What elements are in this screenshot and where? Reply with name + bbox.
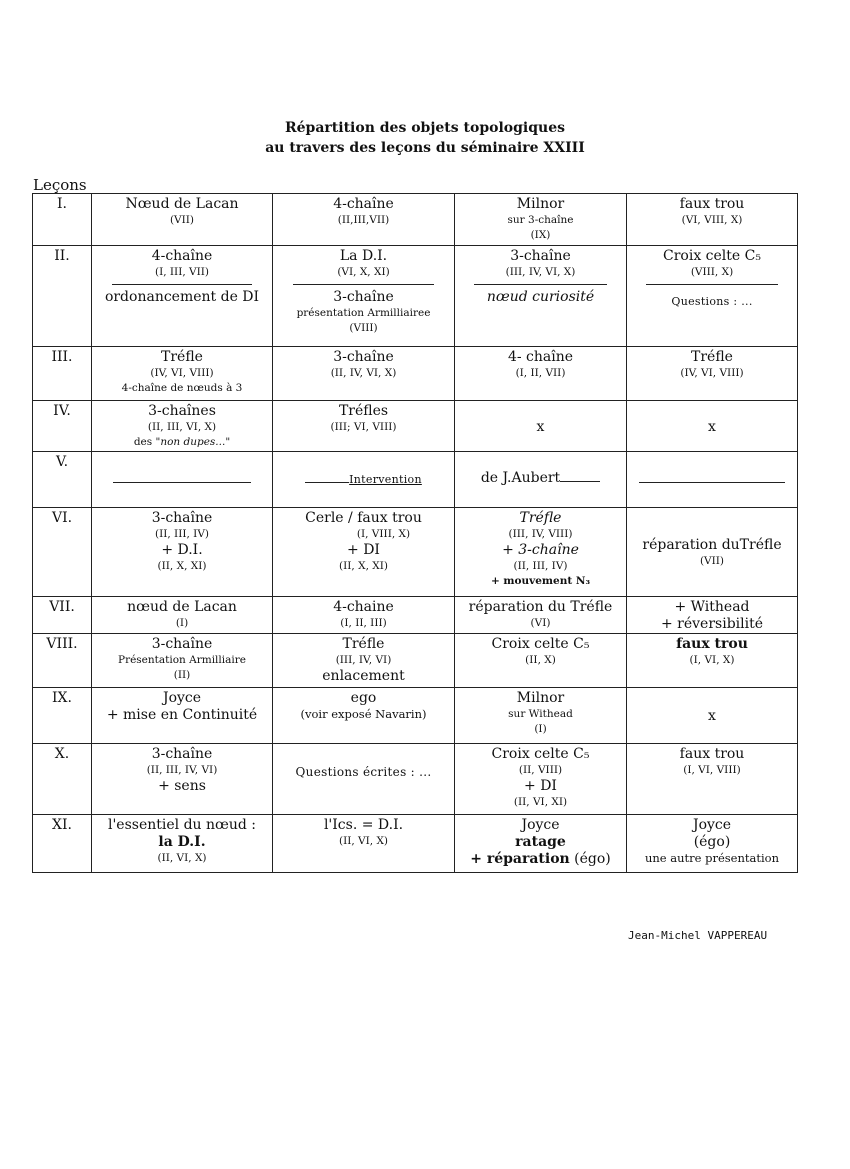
cell-main: faux trou	[676, 636, 748, 652]
table-cell	[627, 194, 798, 246]
cell-main: Joyce	[162, 690, 202, 706]
cell-sub: (VI)	[530, 617, 551, 629]
cell-sub: (II, III, IV)	[154, 528, 209, 540]
cell-main: + D.I.	[161, 542, 203, 558]
table-cell	[92, 452, 273, 508]
cell-main: Joyce	[692, 817, 732, 833]
cell-main: 3-chaîne	[151, 746, 213, 762]
table-cell	[455, 744, 627, 815]
cell-main: Tréfle	[342, 636, 385, 652]
cell-sub: (III, IV, VI)	[335, 654, 392, 666]
table-cell	[455, 347, 627, 401]
cell-main: Cerle / faux trou	[305, 510, 422, 526]
table-cell	[627, 347, 798, 401]
cell-main: + sens	[158, 778, 206, 794]
table-cell	[627, 401, 798, 452]
cell-sub: (II, VIII)	[518, 764, 563, 776]
cell-main: réparation du Tréfle	[468, 599, 613, 615]
table-row	[33, 401, 798, 452]
cell-main: Croix celte C₅	[491, 636, 590, 652]
cell-sub: (II, VI, X)	[157, 852, 207, 864]
table-row	[33, 815, 798, 873]
table-cell	[627, 744, 798, 815]
table-row	[33, 194, 798, 246]
intervention-text: Intervention	[349, 473, 422, 486]
cell-main: Questions écrites : ...	[295, 765, 432, 779]
table-cell	[92, 347, 273, 401]
cell-main: réparation duTréfle	[642, 537, 782, 553]
cell-main: + réversibilité	[660, 616, 763, 632]
table-cell	[92, 194, 273, 246]
lessons-table	[32, 193, 798, 873]
cell-sub: (VIII, X)	[690, 266, 734, 278]
cell-sub: (IV, VI, VIII)	[680, 367, 744, 379]
cell-main: la D.I.	[158, 834, 206, 850]
cell-main: l'Ics. = D.I.	[323, 817, 404, 833]
cell-sub: Présentation Armilliaire	[118, 654, 246, 666]
quote-close: "	[225, 436, 231, 448]
quote-open: des "	[133, 436, 161, 448]
table-cell	[92, 246, 273, 347]
cell-main: Joyce	[521, 817, 560, 833]
separator-line	[293, 284, 435, 285]
cell-main: 3-chaîne	[333, 289, 394, 305]
table-row	[33, 452, 798, 508]
cell-main	[457, 851, 624, 868]
table-cell	[455, 452, 627, 508]
cell-main: 4-chaine	[333, 599, 394, 615]
cell-main: x	[708, 418, 716, 435]
table-cell	[273, 597, 455, 634]
table-cell	[92, 597, 273, 634]
table-row	[33, 347, 798, 401]
table-row	[33, 688, 798, 744]
cell-sub: (I, II, VII)	[515, 367, 566, 379]
cell-main: + Withead	[674, 599, 750, 615]
table-cell	[273, 815, 455, 873]
table-cell	[627, 508, 798, 597]
cell-sub: (I)	[534, 723, 547, 735]
table-row	[33, 634, 798, 688]
lesson-number: IX.	[33, 688, 92, 744]
blank-line	[305, 482, 349, 483]
cell-sub: (II, IV, VI, X)	[330, 367, 397, 379]
cell-main: faux trou	[679, 196, 745, 212]
cell-sub: présentation Armilliairee	[296, 307, 431, 319]
table-cell	[455, 401, 627, 452]
title-line-1: Répartition des objets topologiques	[285, 120, 565, 136]
cell-sub: (I)	[175, 617, 189, 629]
cell-sub: (II, VI, X)	[338, 835, 389, 847]
table-cell	[455, 597, 627, 634]
cell-sub: (I, III, VII)	[154, 266, 209, 278]
lesson-number: I.	[33, 194, 92, 246]
cell-main: La D.I.	[339, 248, 388, 264]
cell-main: 3-chaînes	[148, 403, 216, 419]
table-cell	[92, 815, 273, 873]
cell-sub: (VI, VIII, X)	[681, 214, 743, 226]
table-cell	[273, 401, 455, 452]
blank-line	[560, 481, 600, 482]
lesson-number: XI.	[33, 815, 92, 873]
table-cell	[455, 634, 627, 688]
cell-sub: (IV, VI, VIII)	[150, 367, 214, 379]
cell-sub: (II)	[173, 669, 191, 681]
separator-line	[112, 284, 253, 285]
cell-main: Nœud de Lacan	[125, 196, 239, 212]
cell-main: + DI	[524, 778, 557, 794]
cell-sub: (voir exposé Navarin)	[300, 707, 427, 721]
cell-sub: (II, III, IV, VI)	[146, 764, 218, 776]
author-signature: Jean-Michel VAPPEREAU	[628, 929, 768, 942]
cell-main: Milnor	[516, 690, 565, 706]
lesson-number: VI.	[33, 508, 92, 597]
cell-main: enlacement	[322, 668, 405, 684]
cell-main: (égo)	[693, 834, 731, 850]
table-cell	[92, 744, 273, 815]
cell-main: nœud de Lacan	[127, 599, 237, 615]
lecons-column-label: Leçons	[33, 176, 87, 194]
blank-line	[639, 482, 785, 483]
separator-line	[474, 284, 608, 285]
table-cell	[273, 744, 455, 815]
lesson-number: VII.	[33, 597, 92, 634]
cell-sub: (II,III,VII)	[337, 214, 390, 226]
cell-sub: (II, VI, XI)	[513, 796, 568, 808]
table-cell	[92, 401, 273, 452]
cell-main: ratage	[515, 834, 566, 850]
cell-sub: une autre présentation	[644, 851, 779, 865]
blank-line	[113, 482, 251, 483]
cell-sub: (I, VI, VIII)	[683, 764, 741, 776]
table-cell	[627, 815, 798, 873]
separator-line	[646, 284, 779, 285]
reparation-bold: + réparation	[470, 851, 570, 867]
cell-sub: (VII)	[169, 214, 195, 226]
table-cell	[627, 634, 798, 688]
cell-main: x	[536, 418, 545, 435]
table-cell	[92, 634, 273, 688]
lesson-number: VIII.	[33, 634, 92, 688]
table-cell	[273, 452, 455, 508]
cell-sub	[94, 435, 270, 450]
table-cell	[455, 815, 627, 873]
cell-main: 3-chaîne	[151, 636, 213, 652]
table-cell	[92, 688, 273, 744]
cell-sub: (III; VI, VIII)	[330, 421, 397, 433]
cell-sub: (VII)	[699, 555, 725, 567]
ego-text: (égo)	[569, 851, 611, 867]
cell-sub: (II, III, VI, X)	[147, 421, 217, 433]
cell-sub: (II, III, IV)	[513, 560, 568, 572]
speaker-text: de J.Aubert	[480, 470, 561, 486]
lesson-number: II.	[33, 246, 92, 347]
cell-main: faux trou	[679, 746, 745, 762]
cell-main: Tréfles	[338, 403, 389, 419]
cell-sub: (VIII)	[349, 322, 378, 334]
cell-main: Croix celte C₅	[663, 248, 761, 264]
cell-sub: (II, X, XI)	[157, 560, 207, 572]
table-cell	[273, 194, 455, 246]
lesson-number: X.	[33, 744, 92, 815]
cell-main: Tréfle	[691, 349, 733, 365]
cell-sub: (II, X, XI)	[339, 560, 388, 572]
quote-text: non dupes...	[160, 436, 226, 448]
table-cell	[627, 246, 798, 347]
cell-sub: (IX)	[530, 229, 551, 241]
cell-main: 4-chaîne	[333, 196, 394, 212]
cell-sub: (III, IV, VIII)	[508, 528, 573, 540]
cell-sub: (I, VI, X)	[689, 654, 735, 666]
cell-sub: sur Withead	[508, 708, 573, 720]
table-cell	[455, 508, 627, 597]
table-cell	[627, 688, 798, 744]
cell-main: 3-chaîne	[510, 248, 571, 264]
cell-main: + 3-chaîne	[502, 542, 579, 558]
table-cell	[273, 347, 455, 401]
document-title	[0, 118, 850, 158]
lesson-number: III.	[33, 347, 92, 401]
cell-main: 3-chaîne	[333, 349, 394, 365]
cell-sub: (II, X)	[525, 654, 556, 666]
cell-main: ego	[350, 690, 377, 706]
cell-main: + mise en Continuité	[106, 707, 258, 723]
cell-main: 4- chaîne	[507, 349, 574, 365]
cell-main: nœud curiosité	[486, 289, 595, 305]
cell-sub: sur 3-chaîne	[507, 214, 574, 226]
cell-main: Milnor	[516, 196, 565, 212]
table-cell	[627, 452, 798, 508]
cell-main: 4-chaîne	[151, 248, 213, 264]
table-cell	[455, 688, 627, 744]
table-cell	[455, 194, 627, 246]
cell-main: ordonancement de DI	[104, 289, 260, 305]
cell-main: 3-chaîne	[151, 510, 213, 526]
cell-main: x	[708, 708, 716, 724]
lesson-number: IV.	[33, 401, 92, 452]
cell-sub: (III, IV, VI, X)	[505, 266, 576, 278]
lesson-number: V.	[33, 452, 92, 508]
table-cell	[627, 597, 798, 634]
table-row	[33, 508, 798, 597]
cell-sub: + mouvement N₃	[490, 575, 591, 587]
cell-sub: 4-chaîne de nœuds à 3	[121, 382, 243, 394]
cell-main: Tréfle	[161, 349, 203, 365]
table-cell	[273, 508, 455, 597]
table-cell	[273, 688, 455, 744]
table-cell	[273, 634, 455, 688]
table-cell	[273, 246, 455, 347]
table-row	[33, 597, 798, 634]
table-row	[33, 744, 798, 815]
table-cell	[92, 508, 273, 597]
table-row	[33, 246, 798, 347]
cell-main: Croix celte C₅	[491, 746, 590, 762]
cell-main: Questions : ...	[671, 295, 753, 308]
cell-main: Tréfle	[519, 510, 562, 526]
table-cell	[455, 246, 627, 347]
cell-sub: (I, VIII, X)	[356, 528, 411, 540]
cell-main: l'essentiel du nœud :	[107, 817, 257, 833]
cell-main: + DI	[347, 542, 380, 558]
title-line-2: au travers des leçons du séminaire XXIII	[265, 140, 585, 156]
cell-sub: (VI, X, XI)	[337, 266, 390, 278]
cell-sub: (I, II, III)	[340, 617, 387, 629]
